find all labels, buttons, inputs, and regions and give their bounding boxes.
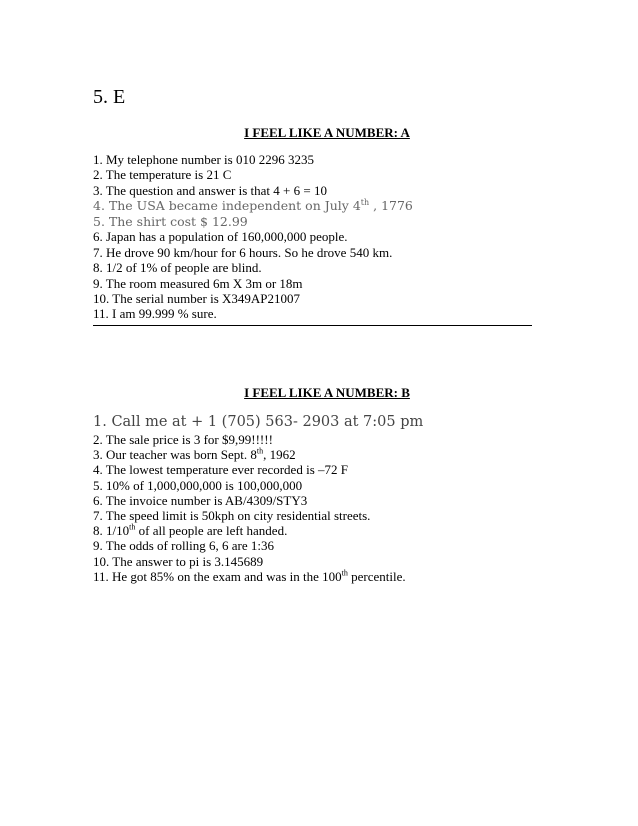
list-item — [93, 229, 413, 244]
list-item-text: 6. Japan has a population of 160,000,000 people. — [93, 229, 348, 245]
list-item-text-after: , 1776 — [369, 198, 413, 214]
list-item — [93, 167, 413, 182]
list-item — [93, 569, 423, 584]
list-item-text: 6. The invoice number is AB/4309/STY3 — [93, 492, 308, 508]
list-item — [93, 183, 413, 198]
horizontal-divider — [93, 325, 532, 326]
list-item-text: 1. My telephone number is 010 2296 3235 — [93, 152, 314, 167]
list-number-b — [93, 413, 423, 584]
list-item-text: 8. 1/2 of 1% of people are blind. — [93, 260, 262, 276]
list-item — [93, 214, 413, 230]
list-item-text: 9. The room measured 6m X 3m or 18m — [93, 275, 303, 291]
list-number-a — [93, 152, 413, 322]
list-item — [93, 508, 423, 523]
list-item — [93, 432, 423, 447]
list-item — [93, 554, 423, 569]
list-item-text: 9. The odds of rolling 6, 6 are 1:36 — [93, 538, 275, 554]
heading-number-a: I FEEL LIKE A NUMBER: A — [244, 125, 410, 140]
list-item-text: 11. He got 85% on the exam and was in the 100 — [93, 568, 342, 584]
list-item-text: 3. The question and answer is that 4 + 6 = 10 — [93, 182, 327, 198]
list-item — [93, 198, 413, 214]
ordinal-suffix: th — [256, 446, 264, 456]
list-item-text: 10. The serial number is X349AP21007 — [93, 291, 301, 307]
list-item — [93, 413, 423, 432]
list-item — [93, 291, 413, 306]
list-item-text: 1. Call me at + 1 (705) 563- 2903 at 7:05 pm — [93, 414, 424, 430]
list-item-text: 5. The shirt cost $ 12.99 — [93, 213, 248, 229]
list-item — [93, 538, 423, 553]
list-item — [93, 245, 413, 260]
list-item — [93, 152, 413, 167]
list-item-text-after: , 1962 — [263, 447, 296, 463]
list-item-text: 2. The sale price is 3 for $9,99!!!!! — [93, 432, 273, 447]
list-item-text-after: of all people are left handed. — [135, 523, 288, 539]
list-item-text: 2. The temperature is 21 C — [93, 167, 232, 183]
list-item-text: 4. The lowest temperature ever recorded is –72 F — [93, 462, 348, 478]
list-item — [93, 276, 413, 291]
list-item-text: 8. 1/10 — [93, 523, 130, 539]
list-item-text: 11. I am 99.999 % sure. — [93, 306, 217, 322]
ordinal-suffix: th — [341, 568, 348, 578]
section-number: 5. E — [93, 86, 126, 108]
list-item — [93, 447, 423, 462]
list-item-text-after: percentile. — [347, 568, 406, 584]
list-item-text: 4. The USA became independent on July 4 — [93, 198, 361, 214]
list-item-text: 5. 10% of 1,000,000,000 is 100,000,000 — [93, 477, 303, 493]
list-item-text: 3. Our teacher was born Sept. 8 — [93, 447, 257, 463]
list-item — [93, 493, 423, 508]
list-item-text: 10. The answer to pi is 3.145689 — [93, 553, 264, 569]
list-item-text: 7. The speed limit is 50kph on city residential streets. — [93, 508, 371, 524]
list-item — [93, 478, 423, 493]
heading-number-b: I FEEL LIKE A NUMBER: B — [244, 385, 410, 400]
ordinal-suffix: th — [360, 198, 370, 208]
list-item — [93, 260, 413, 275]
list-item — [93, 462, 423, 477]
list-item — [93, 523, 423, 538]
list-item-text: 7. He drove 90 km/hour for 6 hours. So he drove 540 km. — [93, 244, 393, 260]
ordinal-suffix: th — [129, 522, 136, 532]
list-item — [93, 306, 413, 321]
